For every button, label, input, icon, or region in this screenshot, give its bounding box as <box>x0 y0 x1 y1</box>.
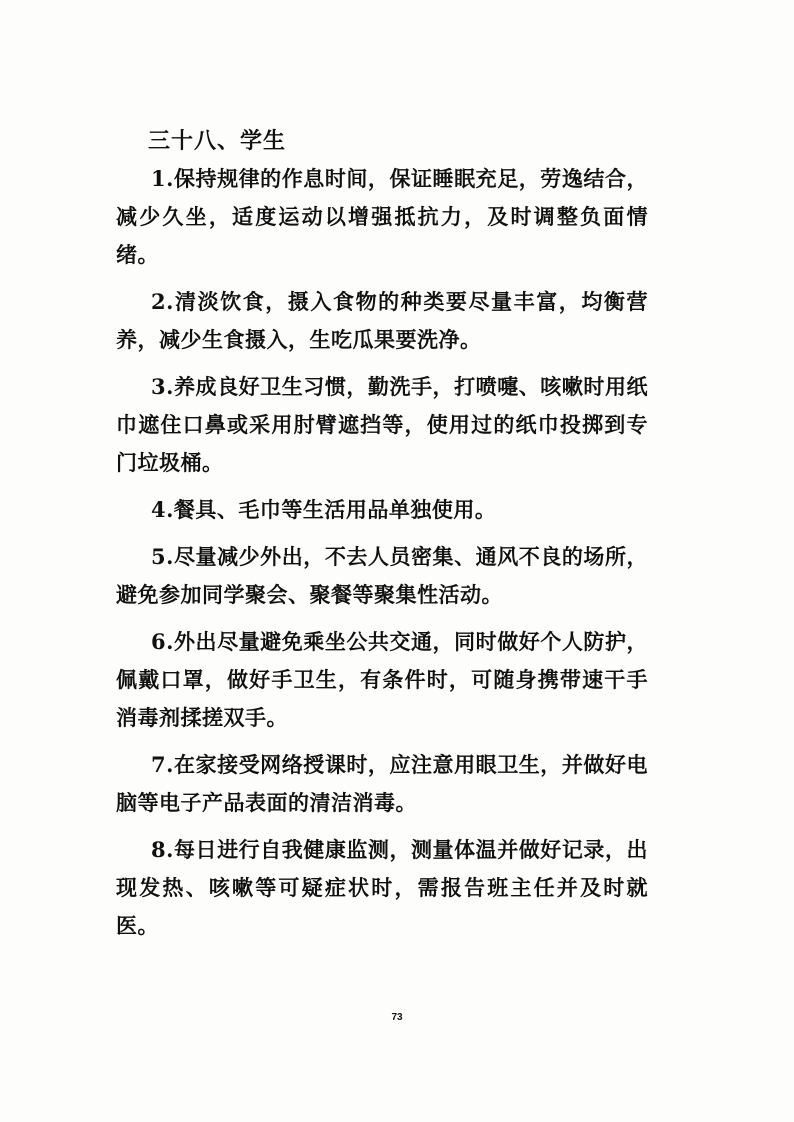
guideline-item-7: 7.在家接受网络授课时，应注意用眼卫生，并做好电脑等电子产品表面的清洁消毒。 <box>116 752 648 815</box>
guideline-item-2: 2.清淡饮食，摄入食物的种类要尽量丰富，均衡营养，减少生食摄入，生吃瓜果要洗净。 <box>116 289 648 352</box>
guideline-item-1: 1.保持规律的作息时间，保证睡眠充足，劳逸结合，减少久坐，适度运动以增强抵抗力，及时调整负面情绪。 <box>116 166 648 267</box>
guideline-item-4: 4.餐具、毛巾等生活用品单独使用。 <box>151 497 497 522</box>
guideline-item-6: 6.外出尽量避免乘坐公共交通，同时做好个人防护，佩戴口罩，做好手卫生，有条件时，可随身携带速干手消毒剂揉搓双手。 <box>116 629 648 730</box>
section-heading: 三十八、学生 <box>148 129 287 154</box>
page-number: 73 <box>391 1012 403 1023</box>
guideline-item-5: 5.尽量减少外出，不去人员密集、通风不良的场所，避免参加同学聚会、聚餐等聚集性活动。 <box>116 544 648 607</box>
guideline-item-3: 3.养成良好卫生习惯，勤洗手，打喷嚏、咳嗽时用纸巾遮住口鼻或采用肘臂遮挡等，使用过的纸巾投掷到专门垃圾桶。 <box>116 374 648 475</box>
guideline-list <box>116 160 648 954</box>
guideline-item-8: 8.每日进行自我健康监测，测量体温并做好记录，出现发热、咳嗽等可疑症状时，需报告班主任并及时就医。 <box>116 837 648 938</box>
